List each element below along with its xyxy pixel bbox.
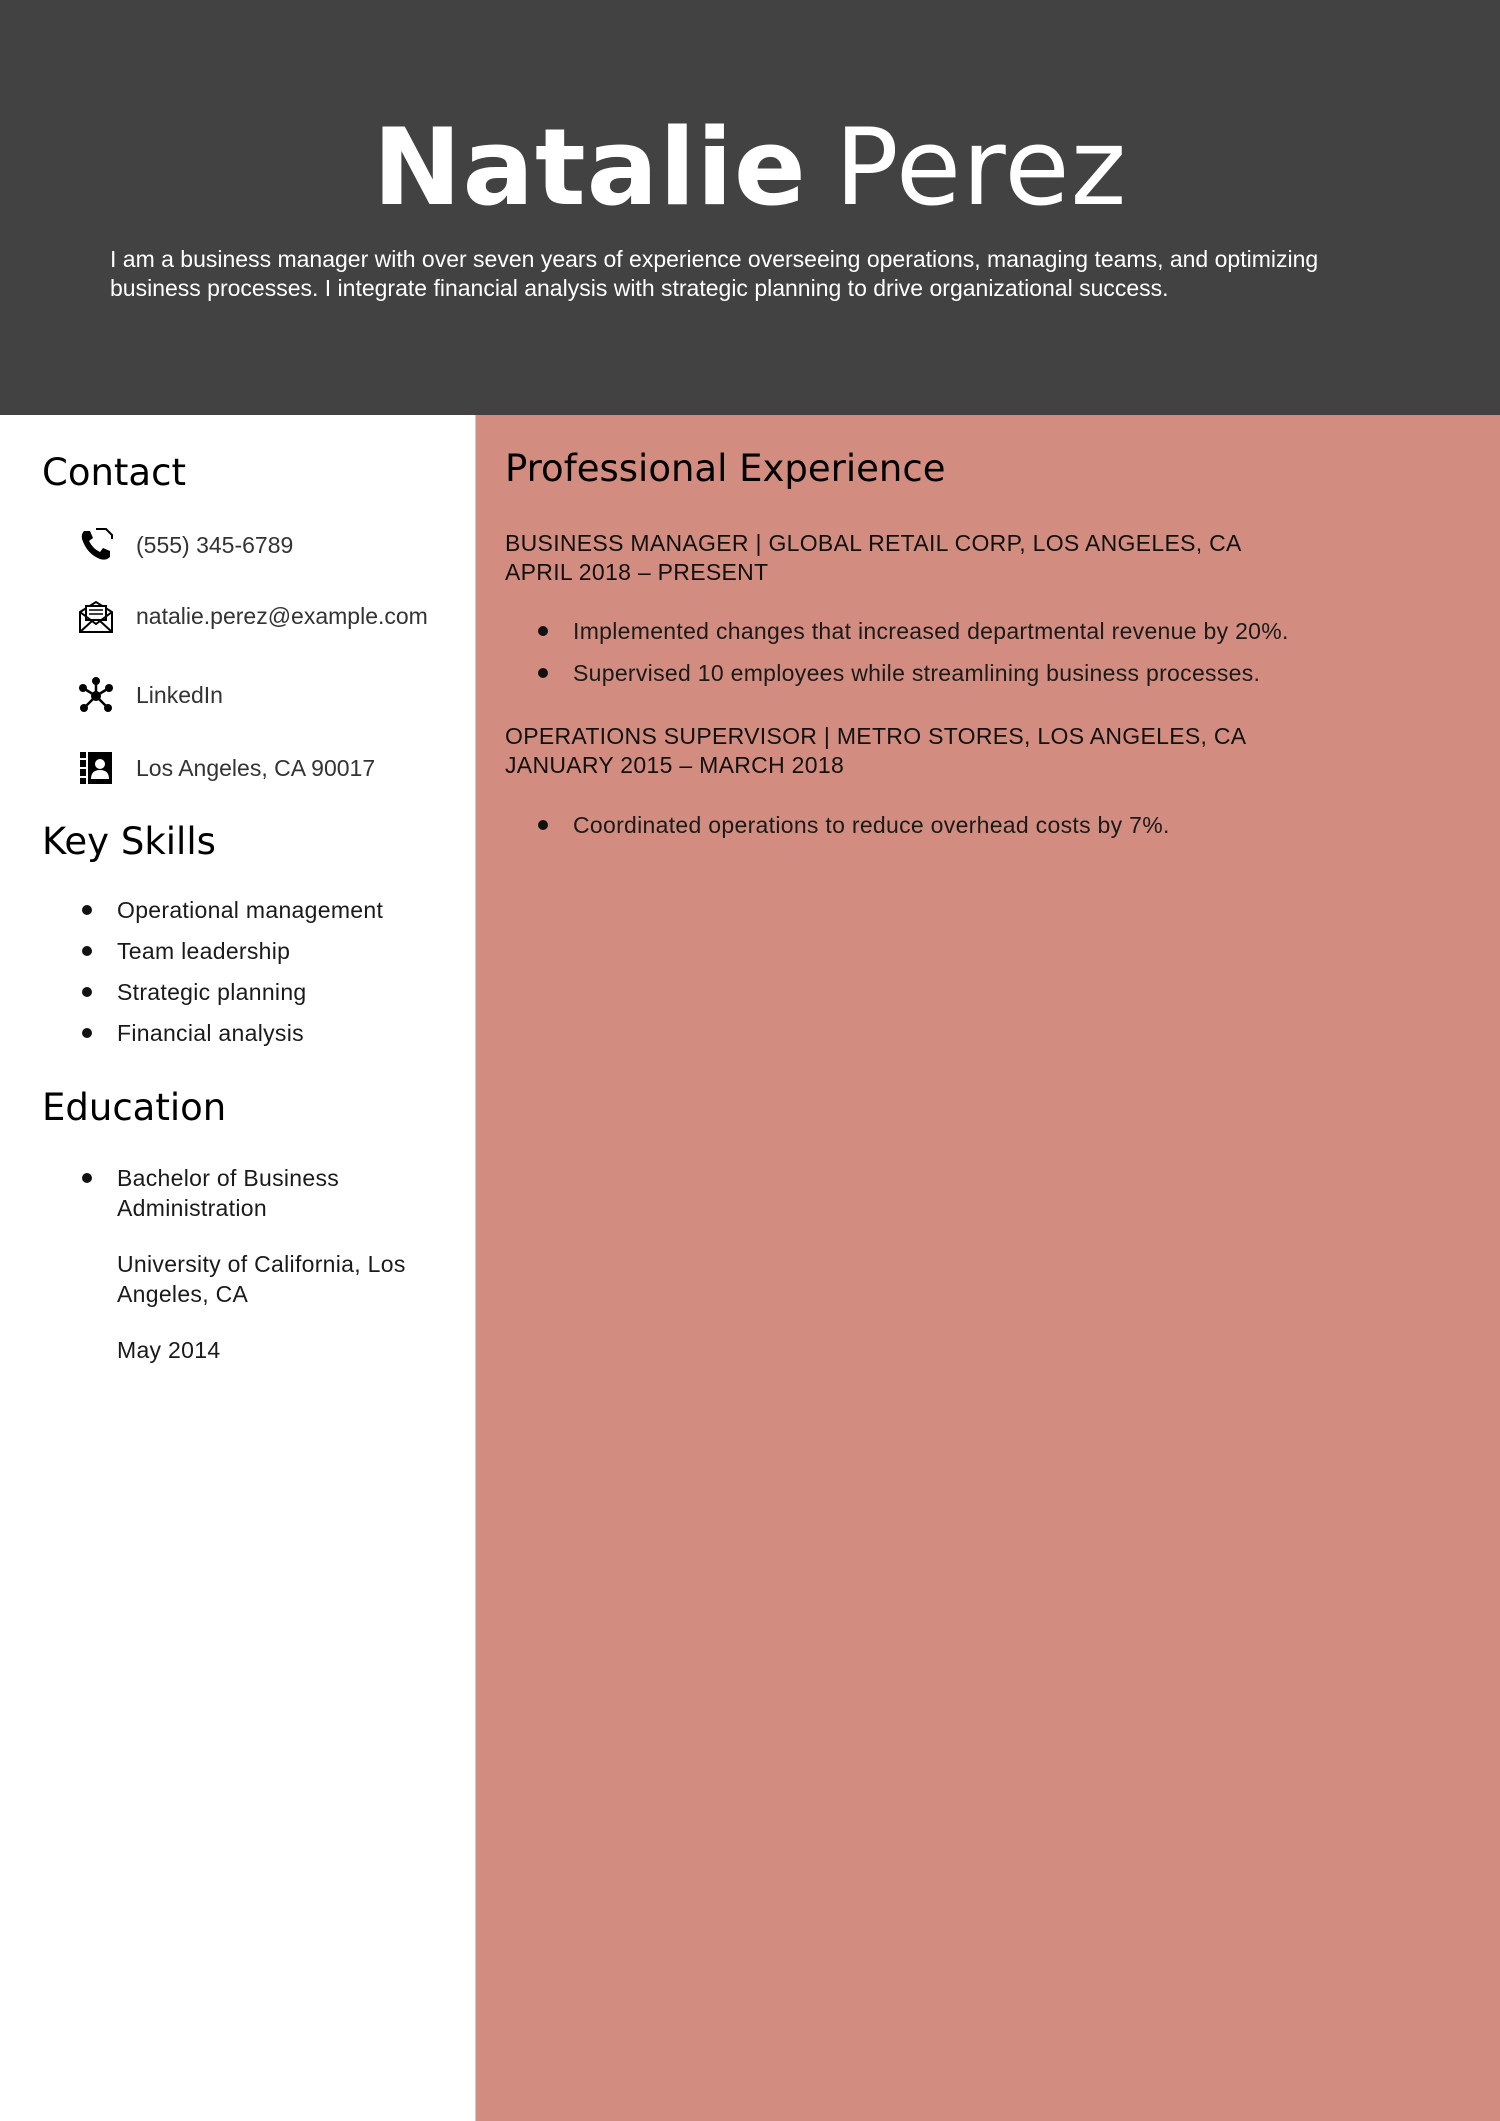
degree-text: Bachelor of Business Administration: [117, 1165, 340, 1221]
contact-linkedin[interactable]: [78, 677, 478, 717]
achievement-item: Implemented changes that increased departmental revenue by 20%.: [573, 616, 1453, 658]
envelope-icon: [78, 598, 114, 634]
education-item: [117, 1163, 437, 1365]
linkedin-link[interactable]: LinkedIn: [136, 682, 223, 708]
skill-item: Operational management: [117, 895, 457, 936]
job-1-dates: APRIL 2018 – PRESENT: [505, 559, 769, 585]
location-text: Los Angeles, CA 90017: [136, 755, 376, 781]
job-1-achievements: [573, 616, 1453, 700]
last-name: Perez: [834, 106, 1128, 229]
contact-heading: Contact: [42, 451, 186, 494]
header-banner: [0, 0, 1500, 415]
skill-item: Team leadership: [117, 936, 457, 977]
skill-item: Strategic planning: [117, 977, 457, 1018]
graduation-date: May 2014: [117, 1337, 221, 1363]
job-1-title: BUSINESS MANAGER | GLOBAL RETAIL CORP, LOS ANGELES, CA: [505, 530, 1242, 556]
achievement-item: Supervised 10 employees while streamlining business processes.: [573, 658, 1453, 700]
education-list: [117, 1163, 437, 1391]
skills-list: [117, 895, 457, 1059]
job-2-title: OPERATIONS SUPERVISOR | METRO STORES, LOS ANGELES, CA: [505, 723, 1247, 749]
job-2-header: [505, 722, 1405, 780]
job-1-header: [505, 529, 1405, 587]
job-2-achievements: [573, 810, 1453, 852]
phone-icon: [78, 527, 114, 563]
job-2-dates: JANUARY 2015 – MARCH 2018: [505, 752, 845, 778]
contact-phone: [78, 527, 478, 567]
email-text[interactable]: natalie.perez@example.com: [136, 603, 428, 629]
profile-summary: I am a business manager with over seven years of experience overseeing operations, managing teams, and optimizing business processes. I integrate financial analysis with strategic planning to drive organizational success.: [110, 246, 1319, 301]
school-text: University of California, Los Angeles, CA: [117, 1251, 406, 1307]
address-book-icon: [78, 750, 114, 786]
phone-text: (555) 345-6789: [136, 532, 294, 558]
network-icon: [78, 677, 114, 713]
experience-heading: Professional Experience: [505, 447, 946, 490]
candidate-name: [0, 108, 1500, 228]
first-name: Natalie: [372, 106, 807, 229]
education-heading: Education: [42, 1086, 227, 1129]
skill-item: Financial analysis: [117, 1018, 457, 1059]
contact-email[interactable]: [78, 598, 478, 638]
contact-location: [78, 750, 478, 790]
achievement-item: Coordinated operations to reduce overhead costs by 7%.: [573, 810, 1453, 852]
skills-heading: Key Skills: [42, 820, 216, 863]
